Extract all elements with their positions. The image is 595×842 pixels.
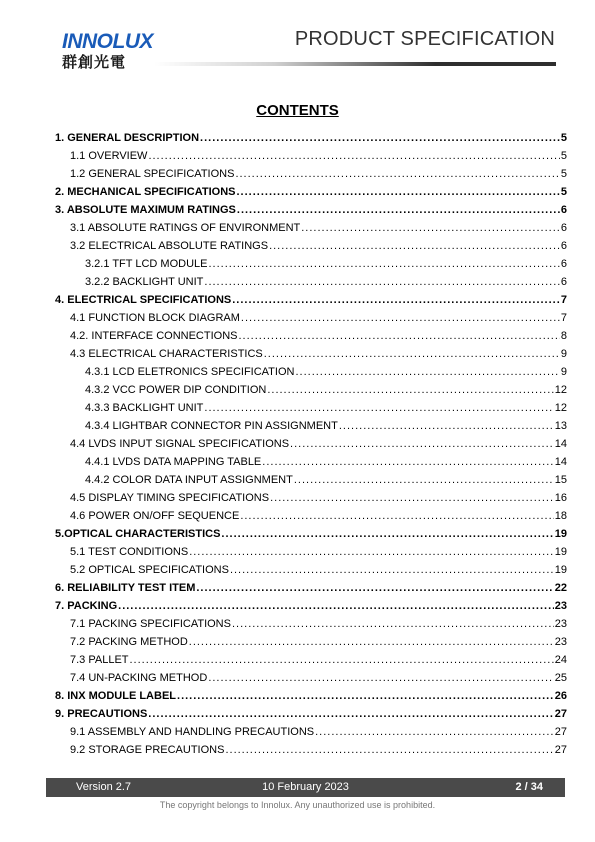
toc-entry-label: 4.4.1 LVDS DATA MAPPING TABLE [85,456,262,468]
footer-bar [46,778,565,797]
toc-dot-leader [295,366,559,378]
toc-entry[interactable] [55,168,567,186]
toc-entry[interactable] [55,528,567,546]
toc-entry-page: 23 [554,600,567,612]
toc-entry-page: 9 [560,366,567,378]
toc-entry-label: 3. ABSOLUTE MAXIMUM RATINGS [55,204,236,216]
toc-dot-leader [230,564,554,576]
toc-entry-label: 4. ELECTRICAL SPECIFICATIONS [55,294,232,306]
toc-entry-label: 5.1 TEST CONDITIONS [70,546,189,558]
toc-entry[interactable] [55,312,567,330]
footer-date: 10 February 2023 [262,781,349,793]
toc-entry[interactable] [55,672,567,690]
toc-entry-page: 5 [560,168,567,180]
page-header [0,0,595,80]
toc-dot-leader [262,456,553,468]
toc-entry-label: 4.6 POWER ON/OFF SEQUENCE [70,510,240,522]
toc-dot-leader [270,492,554,504]
toc-entry[interactable] [55,474,567,492]
toc-dot-leader [148,708,553,720]
toc-dot-leader [301,222,560,234]
toc-dot-leader [237,186,560,198]
toc-entry-label: 6. RELIABILITY TEST ITEM [55,582,196,594]
toc-entry-label: 3.1 ABSOLUTE RATINGS OF ENVIRONMENT [70,222,301,234]
toc-dot-leader [240,510,553,522]
table-of-contents [55,132,567,762]
toc-entry[interactable] [55,150,567,168]
toc-entry[interactable] [55,240,567,258]
toc-entry-page: 22 [554,582,567,594]
toc-entry-page: 18 [554,510,567,522]
toc-entry-page: 25 [554,672,567,684]
toc-entry-label: 9. PRECAUTIONS [55,708,148,720]
toc-entry-page: 19 [554,564,567,576]
toc-entry-page: 23 [554,636,567,648]
toc-entry[interactable] [55,546,567,564]
toc-dot-leader [237,204,560,216]
toc-entry-page: 7 [560,294,567,306]
toc-entry-label: 9.1 ASSEMBLY AND HANDLING PRECAUTIONS [70,726,315,738]
toc-dot-leader [208,258,559,270]
toc-entry[interactable] [55,276,567,294]
toc-dot-leader [238,330,559,342]
toc-dot-leader [315,726,554,738]
toc-entry[interactable] [55,132,567,150]
toc-entry-label: 7.2 PACKING METHOD [70,636,188,648]
toc-entry-page: 24 [554,654,567,666]
toc-dot-leader [130,654,554,666]
toc-entry-label: 4.5 DISPLAY TIMING SPECIFICATIONS [70,492,270,504]
toc-dot-leader [204,402,553,414]
toc-entry[interactable] [55,654,567,672]
toc-entry[interactable] [55,708,567,726]
toc-entry-page: 14 [554,438,567,450]
toc-dot-leader [339,420,554,432]
toc-entry[interactable] [55,402,567,420]
toc-entry-label: 4.2. INTERFACE CONNECTIONS [70,330,238,342]
footer-version: Version 2.7 [76,781,132,793]
contents-heading: CONTENTS [256,102,339,119]
toc-entry-label: 2. MECHANICAL SPECIFICATIONS [55,186,236,198]
innolux-logo [60,30,156,72]
toc-entry[interactable] [55,726,567,744]
toc-dot-leader [118,600,554,612]
footer-page-number: 2 / 34 [515,781,543,793]
toc-dot-leader [225,744,553,756]
logo-chinese-text: 群創光電 [62,53,127,71]
toc-entry-page: 23 [554,618,567,630]
toc-dot-leader [200,132,560,144]
toc-entry[interactable] [55,618,567,636]
toc-entry-label: 4.3.4 LIGHTBAR CONNECTOR PIN ASSIGNMENT [85,420,338,432]
toc-entry-page: 27 [554,726,567,738]
toc-entry[interactable] [55,384,567,402]
toc-dot-leader [269,240,560,252]
toc-entry-label: 9.2 STORAGE PRECAUTIONS [70,744,225,756]
toc-entry[interactable] [55,510,567,528]
toc-entry-page: 13 [554,420,567,432]
toc-entry-label: 7. PACKING [55,600,118,612]
toc-entry-label: 1.2 GENERAL SPECIFICATIONS [70,168,235,180]
toc-entry-label: 4.4.2 COLOR DATA INPUT ASSIGNMENT [85,474,293,486]
toc-entry[interactable] [55,186,567,204]
toc-entry-label: 7.4 UN-PACKING METHOD [70,672,208,684]
toc-entry-label: 4.3.1 LCD ELETRONICS SPECIFICATION [85,366,295,378]
toc-entry-page: 6 [560,204,567,216]
toc-entry-page: 5 [560,150,567,162]
toc-entry-label: 5.2 OPTICAL SPECIFICATIONS [70,564,229,576]
toc-dot-leader [264,348,560,360]
toc-entry-page: 5 [560,186,567,198]
toc-entry-page: 7 [560,312,567,324]
toc-entry-label: 4.1 FUNCTION BLOCK DIAGRAM [70,312,240,324]
toc-entry[interactable] [55,456,567,474]
toc-entry-page: 27 [554,708,567,720]
toc-entry-label: 8. INX MODULE LABEL [55,690,177,702]
toc-entry-page: 15 [554,474,567,486]
toc-dot-leader [189,636,554,648]
toc-entry-label: 3.2 ELECTRICAL ABSOLUTE RATINGS [70,240,269,252]
copyright-notice: The copyright belongs to Innolux. Any unauthorized use is prohibited. [159,800,436,810]
toc-entry[interactable] [55,330,567,348]
toc-entry-label: 5.OPTICAL CHARACTERISTICS [55,528,221,540]
toc-dot-leader [241,312,560,324]
toc-entry-page: 9 [560,348,567,360]
toc-entry[interactable] [55,636,567,654]
toc-entry-page: 6 [560,240,567,252]
toc-entry-label: 4.4 LVDS INPUT SIGNAL SPECIFICATIONS [70,438,290,450]
toc-entry-label: 3.2.2 BACKLIGHT UNIT [85,276,204,288]
toc-entry-label: 4.3.2 VCC POWER DIP CONDITION [85,384,267,396]
toc-dot-leader [235,168,559,180]
toc-dot-leader [290,438,554,450]
toc-entry[interactable] [55,204,567,222]
toc-entry[interactable] [55,492,567,510]
toc-entry-label: 4.3 ELECTRICAL CHARACTERISTICS [70,348,263,360]
toc-entry-page: 26 [554,690,567,702]
toc-dot-leader [148,150,559,162]
toc-entry-page: 12 [554,402,567,414]
toc-entry[interactable] [55,600,567,618]
toc-entry-page: 6 [560,222,567,234]
toc-entry-label: 3.2.1 TFT LCD MODULE [85,258,208,270]
toc-entry[interactable] [55,294,567,312]
toc-entry-label: 4.3.3 BACKLIGHT UNIT [85,402,204,414]
toc-dot-leader [177,690,554,702]
toc-entry-page: 27 [554,744,567,756]
toc-entry[interactable] [55,438,567,456]
toc-entry-page: 6 [560,258,567,270]
logo-english-text: INNOLUX [62,30,153,53]
toc-entry[interactable] [55,564,567,582]
toc-entry[interactable] [55,258,567,276]
toc-dot-leader [294,474,554,486]
document-title: PRODUCT SPECIFICATION [294,28,555,50]
toc-entry[interactable] [55,420,567,438]
toc-entry-label: 7.1 PACKING SPECIFICATIONS [70,618,231,630]
toc-entry[interactable] [55,222,567,240]
toc-entry[interactable] [55,582,567,600]
toc-entry-page: 19 [554,528,567,540]
toc-dot-leader [232,294,560,306]
toc-dot-leader [232,618,554,630]
toc-dot-leader [221,528,553,540]
toc-entry-page: 19 [554,546,567,558]
toc-entry[interactable] [55,348,567,366]
toc-entry-page: 5 [560,132,567,144]
header-divider [154,62,556,66]
toc-dot-leader [208,672,553,684]
toc-dot-leader [204,276,559,288]
toc-entry-page: 16 [554,492,567,504]
toc-entry[interactable] [55,366,567,384]
toc-entry-page: 12 [554,384,567,396]
toc-dot-leader [196,582,553,594]
toc-entry-page: 8 [560,330,567,342]
toc-entry[interactable] [55,744,567,762]
toc-entry-page: 14 [554,456,567,468]
toc-entry-label: 1.1 OVERVIEW [70,150,148,162]
toc-dot-leader [267,384,553,396]
toc-entry[interactable] [55,690,567,708]
toc-entry-page: 6 [560,276,567,288]
toc-entry-label: 1. GENERAL DESCRIPTION [55,132,200,144]
toc-dot-leader [189,546,554,558]
toc-entry-label: 7.3 PALLET [70,654,129,666]
